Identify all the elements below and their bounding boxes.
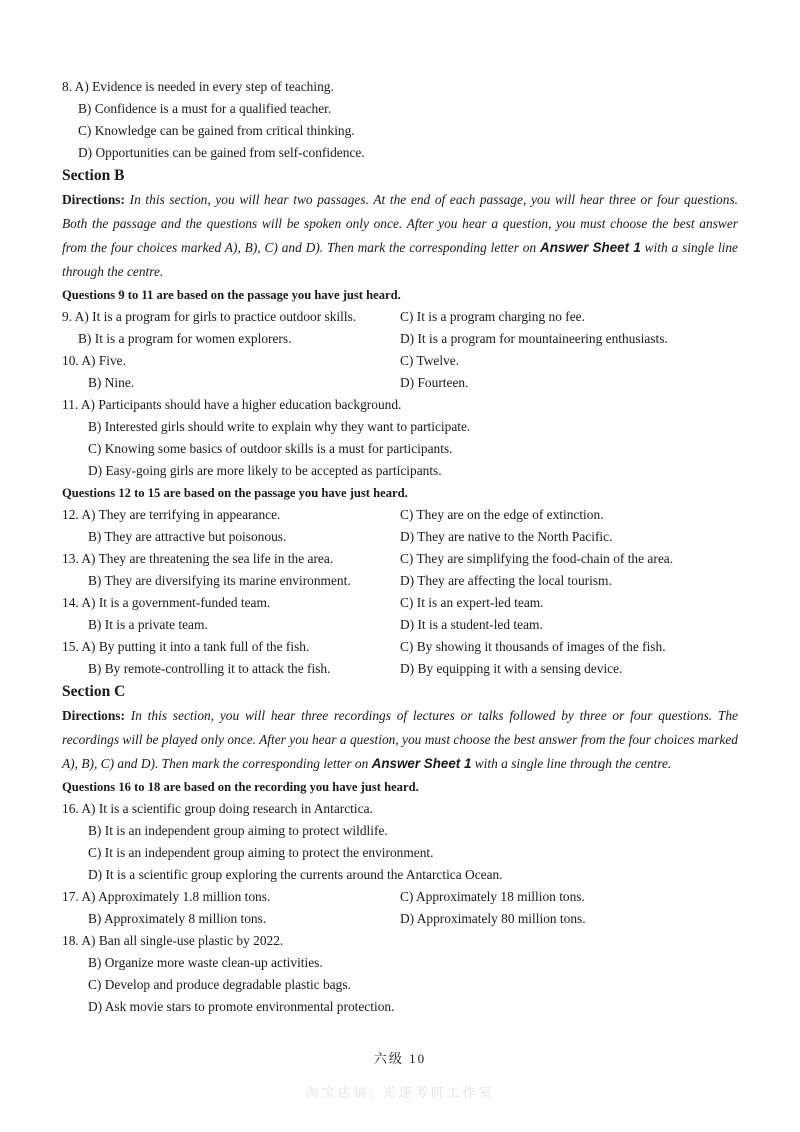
q17-row-2	[62, 908, 738, 930]
q18-option-b: B) Organize more waste clean-up activities.	[88, 955, 323, 970]
q17-option-a: 17. A) Approximately 1.8 million tons.	[62, 889, 271, 904]
q14-option-c: C) It is an expert-led team.	[400, 595, 544, 610]
watermark: 淘宝店铺: 光速考研工作室	[305, 1085, 495, 1100]
q17-row-1	[62, 886, 738, 908]
directions-label: Directions:	[62, 192, 125, 207]
q16-option-b: B) It is an independent group aiming to protect wildlife.	[88, 823, 388, 838]
question-group-heading: Questions 12 to 15 are based on the passage you have just heard.	[62, 486, 408, 500]
q13-row-1	[62, 548, 738, 570]
q13-row-2	[62, 570, 738, 592]
q12-option-a: 12. A) They are terrifying in appearance.	[62, 507, 281, 522]
section-b-directions	[62, 188, 738, 284]
q16-option-d: D) It is a scientific group exploring the currents around the Antarctica Ocean.	[88, 867, 503, 882]
q8-option-c: C) Knowledge can be gained from critical thinking.	[78, 123, 355, 138]
q17-option-b: B) Approximately 8 million tons.	[88, 911, 267, 926]
q15-row-2	[62, 658, 738, 680]
q12-option-b: B) They are attractive but poisonous.	[88, 529, 287, 544]
q13-option-a: 13. A) They are threatening the sea life in the area.	[62, 551, 334, 566]
directions-text: In this section, you will hear three recordings of lectures or talks followed by three or four questions. The recordings will be played only once. After you hear a question, you must choose the best answer from the four choices marked A), B), C) and D). Then mark the corresponding letter on	[62, 708, 738, 771]
q9-option-d: D) It is a program for mountaineering enthusiasts.	[400, 331, 668, 346]
q10-row-2	[62, 372, 738, 394]
q15-option-c: C) By showing it thousands of images of the fish.	[400, 639, 666, 654]
q18-option-c: C) Develop and produce degradable plastic bags.	[88, 977, 351, 992]
directions-label: Directions:	[62, 708, 125, 723]
q15-option-d: D) By equipping it with a sensing device.	[400, 661, 623, 676]
q13-option-d: D) They are affecting the local tourism.	[400, 573, 612, 588]
q11-option-c: C) Knowing some basics of outdoor skills is a must for participants.	[88, 441, 453, 456]
q9-option-c: C) It is a program charging no fee.	[400, 309, 585, 324]
q12-row-2	[62, 526, 738, 548]
q12-option-d: D) They are native to the North Pacific.	[400, 529, 613, 544]
page-footer: 六级 10	[373, 1051, 427, 1066]
q18-option-d: D) Ask movie stars to promote environmental protection.	[88, 999, 395, 1014]
q14-option-a: 14. A) It is a government-funded team.	[62, 595, 271, 610]
q15-row-1	[62, 636, 738, 658]
q9-row-2	[62, 328, 738, 350]
q14-row-1	[62, 592, 738, 614]
section-c-title: Section C	[62, 683, 126, 700]
q10-option-b: B) Nine.	[88, 375, 135, 390]
q13-option-b: B) They are diversifying its marine environment.	[88, 573, 351, 588]
q16-option-c: C) It is an independent group aiming to protect the environment.	[88, 845, 434, 860]
q11-option-b: B) Interested girls should write to explain why they want to participate.	[88, 419, 471, 434]
q8-option-d: D) Opportunities can be gained from self-confidence.	[78, 145, 365, 160]
q8-option-b: B) Confidence is a must for a qualified teacher.	[78, 101, 332, 116]
q8-option-a: 8. A) Evidence is needed in every step of teaching.	[62, 79, 334, 94]
directions-text-end: with a single line through the centre.	[471, 756, 672, 771]
answer-sheet-label: Answer Sheet 1	[540, 240, 641, 255]
section-c-directions	[62, 704, 738, 776]
directions-text: In this section, you will hear two passages. At the end of each passage, you will hear three or four questions. Both the passage and the questions will be spoken only once. After you hear a question, you must choose the best answer from the four choices marked A), B), C) and D). Then mark the corresponding letter on	[62, 192, 738, 255]
q15-option-a: 15. A) By putting it into a tank full of the fish.	[62, 639, 310, 654]
q15-option-b: B) By remote-controlling it to attack the fish.	[88, 661, 331, 676]
q13-option-c: C) They are simplifying the food-chain of the area.	[400, 551, 674, 566]
exam-page	[62, 76, 738, 1018]
q10-option-a: 10. A) Five.	[62, 353, 126, 368]
q9-option-b: B) It is a program for women explorers.	[78, 331, 292, 346]
q10-option-c: C) Twelve.	[400, 353, 460, 368]
section-b-title: Section B	[62, 167, 125, 184]
question-group-heading: Questions 16 to 18 are based on the recording you have just heard.	[62, 780, 419, 794]
q17-option-c: C) Approximately 18 million tons.	[400, 889, 585, 904]
q14-row-2	[62, 614, 738, 636]
q14-option-d: D) It is a student-led team.	[400, 617, 543, 632]
q11-option-a: 11. A) Participants should have a higher education background.	[62, 397, 402, 412]
answer-sheet-label: Answer Sheet 1	[371, 756, 472, 771]
q17-option-d: D) Approximately 80 million tons.	[400, 911, 586, 926]
q14-option-b: B) It is a private team.	[88, 617, 208, 632]
q11-option-d: D) Easy-going girls are more likely to be accepted as participants.	[88, 463, 442, 478]
q9-option-a: 9. A) It is a program for girls to practice outdoor skills.	[62, 309, 357, 324]
q12-option-c: C) They are on the edge of extinction.	[400, 507, 604, 522]
question-group-heading: Questions 9 to 11 are based on the passage you have just heard.	[62, 288, 401, 302]
q10-option-d: D) Fourteen.	[400, 375, 469, 390]
q18-option-a: 18. A) Ban all single-use plastic by 2022.	[62, 933, 284, 948]
q9-row-1	[62, 306, 738, 328]
q16-option-a: 16. A) It is a scientific group doing research in Antarctica.	[62, 801, 373, 816]
directions-text-end: with a single line through the centre.	[62, 240, 738, 279]
q12-row-1	[62, 504, 738, 526]
q10-row-1	[62, 350, 738, 372]
